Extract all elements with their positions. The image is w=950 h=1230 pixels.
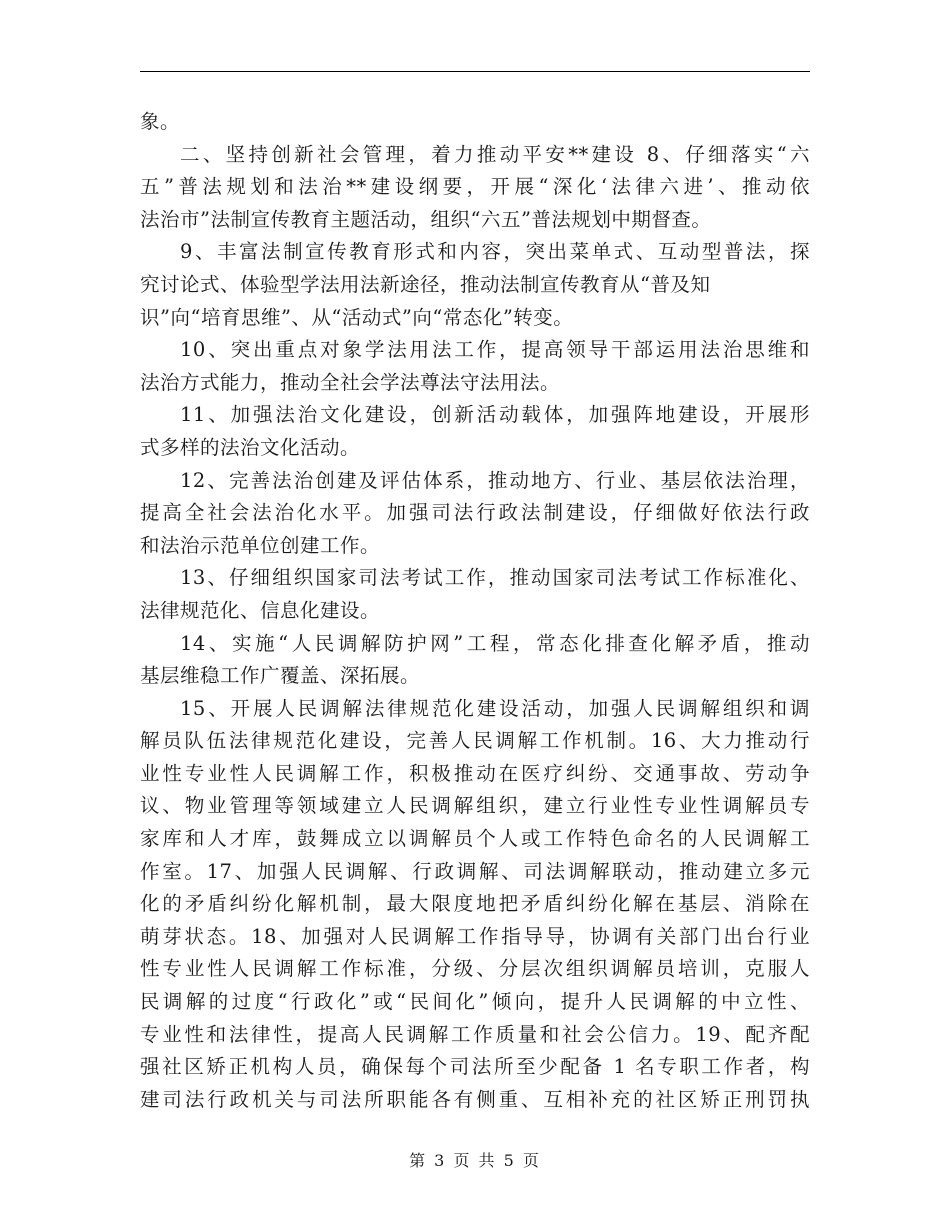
text-line: 法治方式能力，推动全社会学法尊法守法用法。 (140, 370, 561, 394)
page-number: 第 3 页 共 5 页 (409, 1151, 541, 1170)
text-line: 14、实施“人民调解防护网”工程，常态化排查化解矛盾，推动 (180, 631, 810, 655)
text-line: 化的矛盾纠纷化解机制，最大限度地把矛盾纠纷化解在基层、消除在 (140, 892, 810, 916)
text-line: 强社区矫正机构人员，确保每个司法所至少配备 1 名专职工作者，构 (140, 1055, 810, 1079)
text-line: 式多样的法治文化活动。 (140, 435, 361, 459)
text-line: 建司法行政机关与司法所职能各有侧重、互相补充的社区矫正刑罚执 (140, 1087, 810, 1111)
text-line: 提高全社会法治化水平。加强司法行政法制建设，仔细做好依法行政 (140, 501, 810, 525)
text-line: 二、坚持创新社会管理，着力推动平安**建设 8、仔细落实“六 (180, 142, 810, 166)
text-line: 11、加强法治文化建设，创新活动载体，加强阵地建设，开展形 (180, 403, 810, 427)
text-line: 10、突出重点对象学法用法工作，提高领导干部运用法治思维和 (180, 338, 810, 362)
document-body (140, 106, 810, 1116)
header-rule (140, 71, 810, 72)
text-line: 12、完善法治创建及评估体系，推动地方、行业、基层依法治理， (180, 468, 810, 492)
text-line: 性专业性人民调解工作标准，分级、分层次组织调解员培训，克服人 (140, 957, 810, 981)
text-line: 家库和人才库，鼓舞成立以调解员个人或工作特色命名的人民调解工 (140, 827, 810, 851)
text-line: 法律规范化、信息化建设。 (140, 598, 381, 622)
text-line: 议、物业管理等领域建立人民调解组织，建立行业性专业性调解员专 (140, 794, 810, 818)
text-line: 基层维稳工作广覆盖、深拓展。 (140, 664, 421, 688)
text-line: 作室。17、加强人民调解、行政调解、司法调解联动，推动建立多元 (140, 859, 810, 883)
text-line: 萌芽状态。18、加强对人民调解工作指导导，协调有关部门出台行业 (140, 924, 810, 948)
text-line: 究讨论式、体验型学法用法新途径，推动法制宣传教育从“普及知 (140, 272, 711, 296)
text-line: 识”向“培育思维”、从“活动式”向“常态化”转变。 (140, 305, 574, 329)
text-line: 业性专业性人民调解工作，积极推动在医疗纠纷、交通事故、劳动争 (140, 761, 810, 785)
text-line: 9、丰富法制宣传教育形式和内容，突出菜单式、互动型普法，探 (180, 240, 810, 264)
text-line: 解员队伍法律规范化建设，完善人民调解工作机制。16、大力推动行 (140, 729, 810, 753)
text-line: 15、开展人民调解法律规范化建设活动，加强人民调解组织和调 (180, 696, 810, 720)
text-line: 象。 (140, 110, 181, 133)
text-line: 专业性和法律性，提高人民调解工作质量和社会公信力。19、配齐配 (140, 1022, 810, 1046)
text-line: 五”普法规划和法治**建设纲要，开展“深化‘法律六进’、推动依 (140, 175, 810, 199)
text-line: 民调解的过度“行政化”或“民间化”倾向，提升人民调解的中立性、 (140, 990, 810, 1014)
text-line: 和法治示范单位创建工作。 (140, 533, 381, 557)
text-line: 法治市”法制宣传教育主题活动，组织“六五”普法规划中期督查。 (140, 207, 712, 231)
text-line: 13、仔细组织国家司法考试工作，推动国家司法考试工作标准化、 (180, 566, 810, 590)
